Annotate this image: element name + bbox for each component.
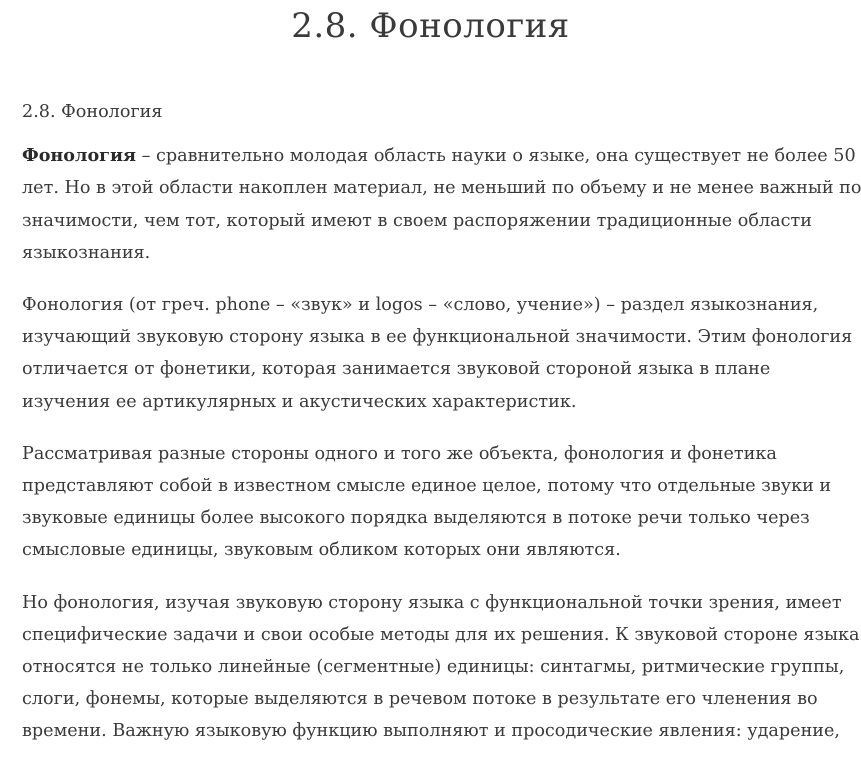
term-bold: Фонология	[22, 145, 137, 167]
paragraph-1-text: – сравнительно молодая область науки о языке, она существует не более 50 лет. Но в этой области накоплен материал, не меньший по объему и не менее важный по значимости, чем тот, который имеют в своем распоряжении традиционные области языкознания.	[22, 146, 861, 263]
page-title: 2.8. Фонология	[291, 6, 570, 46]
paragraph-3: Рассматривая разные стороны одного и того же объекта, фонология и фонетика представляют собой в известном смысле единое целое, потому что отдельные звуки и звуковые единицы более высокого порядка выделяются в потоке речи только через смысловые единицы, звуковым обликом которых они являются.	[22, 443, 832, 561]
section-heading: 2.8. Фонология	[22, 102, 163, 122]
paragraph-1	[22, 140, 861, 269]
article-content	[22, 96, 861, 768]
paragraph-2: Фонология (от греч. phone – «звук» и logos – «слово, учение») – раздел языкознания, изучающий звуковую сторону языка в ее функциональной значимости. Этим фонология отличается от фонетики, которая занимается звуковой стороной языка в плане изучения ее артикулярных и акустических характеристик.	[22, 295, 853, 412]
paragraph-4: Но фонология, изучая звуковую сторону языка с функциональной точки зрения, имеет специфические задачи и свои особые методы для их решения. К звуковой стороне языка относятся не только линейные (сегментные) единицы: синтагмы, ритмические группы, слоги, фонемы, которые выделяются в речевом потоке в результате его членения во времени. Важную языковую функцию выполняют и просодические явления: ударение,	[22, 592, 860, 742]
